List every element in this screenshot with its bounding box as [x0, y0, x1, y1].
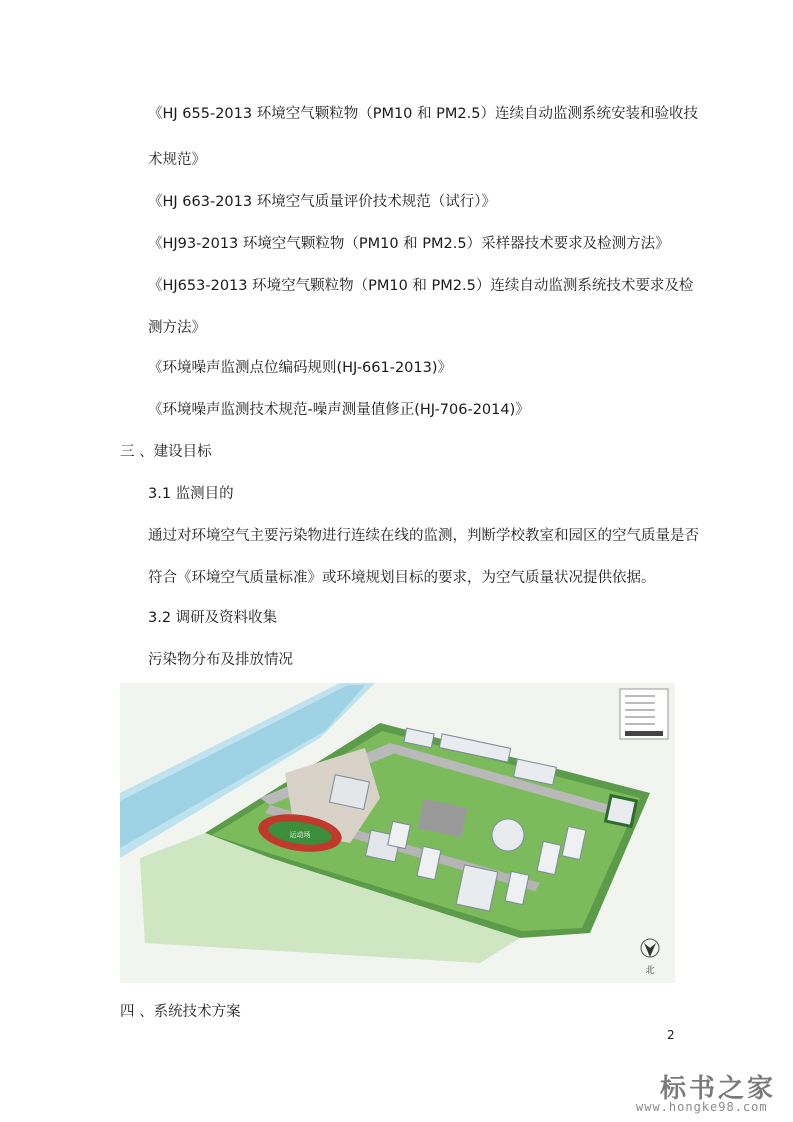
track-label: 运动场: [289, 831, 311, 839]
reference-line: 测方法》: [148, 320, 206, 336]
paragraph-line: 通过对环境空气主要污染物进行连续在线的监测，判断学校教室和园区的空气质量是否: [148, 528, 699, 544]
watermark-title: 标书之家: [660, 1074, 777, 1104]
campus-site-plan: [120, 683, 675, 983]
reference-line: 《HJ 663-2013 环境空气质量评价技术规范（试行）》: [148, 194, 496, 210]
section-heading: 四 、系统技术方案: [120, 1004, 241, 1020]
page-number: 2: [667, 1028, 675, 1042]
subsection-heading: 3.1 监测目的: [148, 486, 234, 502]
reference-line: 《HJ 655-2013 环境空气颗粒物（PM10 和 PM2.5）连续自动监测系统安装和验收技: [148, 106, 698, 122]
paragraph-line: 符合《环境空气质量标准》或环境规划目标的要求，为空气质量状况提供依据。: [148, 570, 656, 586]
reference-line: 《环境噪声监测技术规范-噪声测量值修正(HJ-706-2014)》: [148, 402, 530, 418]
subsection-heading: 3.2 调研及资料收集: [148, 610, 278, 626]
reference-line: 《HJ93-2013 环境空气颗粒物（PM10 和 PM2.5）采样器技术要求及检测方法》: [148, 236, 670, 252]
watermark-url: www.hongke98.com: [636, 1100, 768, 1114]
reference-line: 术规范》: [148, 152, 206, 168]
subsection-text: 污染物分布及排放情况: [148, 652, 293, 668]
north-label: 北: [645, 966, 655, 976]
reference-line: 《HJ653-2013 环境空气颗粒物（PM10 和 PM2.5）连续自动监测系统技术要求及检: [148, 278, 694, 294]
reference-line: 《环境噪声监测点位编码规则(HJ-661-2013)》: [148, 360, 453, 376]
section-heading: 三 、建设目标: [120, 444, 212, 460]
